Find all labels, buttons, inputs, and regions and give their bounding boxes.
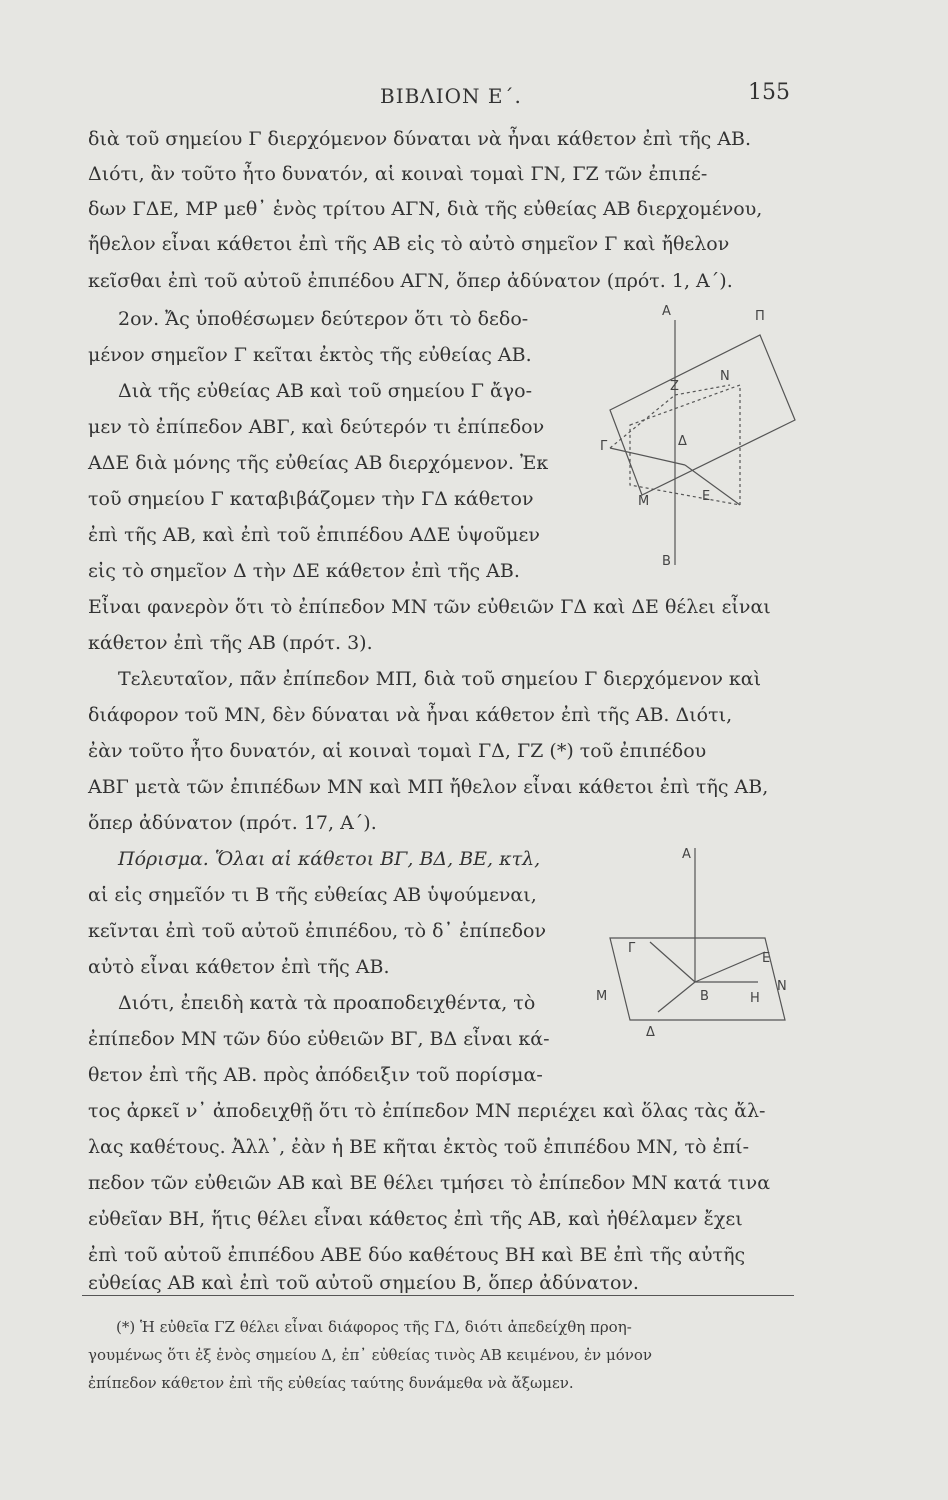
label-m: Μ bbox=[638, 494, 650, 509]
text-line: τος ἀρκεῖ ν᾽ ἀποδειχθῇ ὅτι τὸ ἐπίπεδον ΜΝ περιέχει καὶ ὅλας τὰς ἄλ- bbox=[88, 1100, 766, 1122]
text-line: κεῖσθαι ἐπὶ τοῦ αὐτοῦ ἐπιπέδου ΑΓΝ, ὅπερ ἀδύνατον (πρότ. 1, Α΄). bbox=[88, 270, 733, 292]
text-line: διάφορον τοῦ ΜΝ, δὲν δύναται νὰ ἦναι κάθετον ἐπὶ τῆς ΑΒ. Διότι, bbox=[88, 704, 733, 726]
plane-mp bbox=[610, 335, 795, 495]
text-line: εὐθεῖαν ΒΗ, ἥτις θέλει εἶναι κάθετος ἐπὶ τῆς ΑΒ, καὶ ἠθέλαμεν ἔχει bbox=[88, 1208, 743, 1230]
text-line: μένον σημεῖον Γ κεῖται ἐκτὸς τῆς εὐθείας ΑΒ. bbox=[88, 344, 532, 366]
text-line: αἱ εἰς σημεῖόν τι Β τῆς εὐθείας ΑΒ ὑψούμεναι, bbox=[88, 884, 537, 906]
line-bd bbox=[658, 982, 695, 1012]
text-line: Εἶναι φανερὸν ὅτι τὸ ἐπίπεδον ΜΝ τῶν εὐθειῶν ΓΔ καὶ ΔΕ θέλει εἶναι bbox=[88, 596, 771, 618]
label-a: Α bbox=[682, 847, 691, 862]
line-gd bbox=[610, 448, 685, 465]
label-n: Ν bbox=[720, 369, 730, 384]
label-b: Β bbox=[700, 989, 709, 1004]
figure-planes-2 bbox=[590, 840, 800, 1040]
footnote-line: (*) Ἡ εὐθεῖα ΓΖ θέλει εἶναι διάφορος τῆς ΓΔ, διότι ἀπεδείχθη προη- bbox=[116, 1318, 632, 1336]
text-line: ἤθελον εἶναι κάθετοι ἐπὶ τῆς ΑΒ εἰς τὸ αὐτὸ σημεῖον Γ καὶ ἤθελον bbox=[88, 233, 730, 255]
text-line: ἐπὶ τῆς ΑΒ, καὶ ἐπὶ τοῦ ἐπιπέδου ΑΔΕ ὑψοῦμεν bbox=[88, 524, 540, 546]
footnote-rule bbox=[82, 1295, 794, 1296]
line-be bbox=[695, 952, 765, 982]
line-zn bbox=[675, 385, 730, 395]
line-gz bbox=[610, 395, 675, 448]
label-z: Ζ bbox=[670, 379, 679, 394]
line-bg bbox=[650, 942, 695, 982]
text-line: πεδον τῶν εὐθειῶν ΑΒ καὶ ΒΕ θέλει τμήσει τὸ ἐπίπεδον ΜΝ κατά τινα bbox=[88, 1172, 771, 1194]
label-d: Δ bbox=[646, 1025, 655, 1040]
text-line: κεῖνται ἐπὶ τοῦ αὐτοῦ ἐπιπέδου, τὸ δ᾽ ἐπίπεδον bbox=[88, 920, 547, 942]
text-line: ὅπερ ἀδύνατον (πρότ. 17, Α΄). bbox=[88, 812, 377, 834]
text-line: δων ΓΔΕ, ΜΡ μεθ᾽ ἑνὸς τρίτου ΑΓΝ, διὰ τῆς εὐθείας ΑΒ διερχομένου, bbox=[88, 198, 763, 220]
label-a: Α bbox=[662, 304, 671, 319]
running-header: ΒΙΒΛΙΟΝ Ε΄. bbox=[380, 84, 522, 108]
plane-mn bbox=[610, 938, 785, 1020]
text-line: αὐτὸ εἶναι κάθετον ἐπὶ τῆς ΑΒ. bbox=[88, 956, 390, 978]
label-g: Γ bbox=[600, 439, 608, 454]
label-e: Ε bbox=[702, 489, 711, 504]
text-line: Διότι, ἂν τοῦτο ἦτο δυνατόν, αἱ κοιναὶ τομαὶ ΓΝ, ΓΖ τῶν ἐπιπέ- bbox=[88, 163, 708, 185]
footnote-line: ἐπίπεδον κάθετον ἐπὶ τῆς εὐθείας ταύτης δυνάμεθα νὰ ἄξωμεν. bbox=[88, 1374, 574, 1392]
text-line: ἐπίπεδον ΜΝ τῶν δύο εὐθειῶν ΒΓ, ΒΔ εἶναι κά- bbox=[88, 1028, 550, 1050]
text-line: ΑΔΕ διὰ μόνης τῆς εὐθείας ΑΒ διερχόμενον. Ἐκ bbox=[88, 452, 549, 474]
text-line: τοῦ σημείου Γ καταβιβάζομεν τὴν ΓΔ κάθετον bbox=[88, 488, 534, 510]
page-number: 155 bbox=[748, 80, 790, 105]
text-line: Τελευταῖον, πᾶν ἐπίπεδον ΜΠ, διὰ τοῦ σημείου Γ διερχόμενον καὶ bbox=[118, 668, 762, 690]
label-d: Δ bbox=[678, 434, 687, 449]
text-line: θετον ἐπὶ τῆς ΑΒ. πρὸς ἀπόδειξιν τοῦ πορίσμα- bbox=[88, 1064, 543, 1086]
text-line: κάθετον ἐπὶ τῆς ΑΒ (πρότ. 3). bbox=[88, 632, 373, 654]
text-line: εἰς τὸ σημεῖον Δ τὴν ΔΕ κάθετον ἐπὶ τῆς ΑΒ. bbox=[88, 560, 520, 582]
text-line: λας καθέτους. Ἀλλ᾽, ἐὰν ἡ ΒΕ κῆται ἐκτὸς τοῦ ἐπιπέδου ΜΝ, τὸ ἐπί- bbox=[88, 1136, 750, 1158]
text-line: ἐὰν τοῦτο ἦτο δυνατόν, αἱ κοιναὶ τομαὶ ΓΔ, ΓΖ (*) τοῦ ἐπιπέδου bbox=[88, 740, 707, 762]
label-n: Ν bbox=[777, 979, 787, 994]
text-line: ΑΒΓ μετὰ τῶν ἐπιπέδων ΜΝ καὶ ΜΠ ἤθελον εἶναι κάθετοι ἐπὶ τῆς ΑΒ, bbox=[88, 776, 769, 798]
text-line: διὰ τοῦ σημείου Γ διερχόμενον δύναται νὰ ἦναι κάθετον ἐπὶ τῆς ΑΒ. bbox=[88, 128, 752, 150]
text-line: Διὰ τῆς εὐθείας ΑΒ καὶ τοῦ σημείου Γ ἄγο- bbox=[118, 380, 533, 402]
text-line: μεν τὸ ἐπίπεδον ΑΒΓ, καὶ δεύτερόν τι ἐπίπεδον bbox=[88, 416, 545, 438]
text-line: Διότι, ἐπειδὴ κατὰ τὰ προαποδειχθέντα, τὸ bbox=[118, 992, 536, 1014]
label-m: Μ bbox=[596, 989, 608, 1004]
line-de bbox=[685, 465, 740, 505]
label-e: Ε bbox=[762, 951, 771, 966]
figure-planes-1 bbox=[590, 300, 810, 590]
corollary-line: Πόρισμα. Ὅλαι αἱ κάθετοι ΒΓ, ΒΔ, ΒΕ, κτλ, bbox=[118, 848, 541, 870]
text-line: 2ον. Ἄς ὑποθέσωμεν δεύτερον ὅτι τὸ δεδο- bbox=[118, 308, 529, 330]
label-h: Η bbox=[750, 991, 760, 1006]
text-line: ἐπὶ τοῦ αὐτοῦ ἐπιπέδου ΑΒΕ δύο καθέτους ΒΗ καὶ ΒΕ ἐπὶ τῆς αὐτῆς bbox=[88, 1244, 746, 1266]
label-b: Β bbox=[662, 554, 671, 569]
footnote-line: γουμένως ὅτι ἐξ ἑνὸς σημείου Δ, ἐπ᾽ εὐθείας τινὸς ΑΒ κειμένου, ἐν μόνον bbox=[88, 1346, 652, 1364]
label-p: Π bbox=[755, 309, 765, 324]
text-line: εὐθείας ΑΒ καὶ ἐπὶ τοῦ αὐτοῦ σημείου Β, ὅπερ ἀδύνατον. bbox=[88, 1272, 639, 1294]
label-g: Γ bbox=[628, 941, 636, 956]
